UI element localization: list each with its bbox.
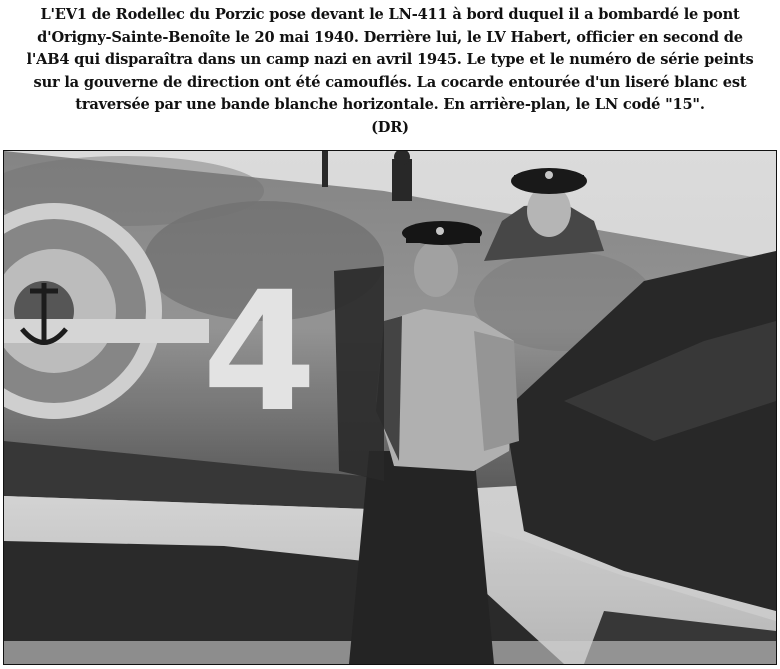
caption-line: L'EV1 de Rodellec du Porzic pose devant le LN-411 à bord duquel il a bombardé le pont — [40, 6, 740, 23]
caption-line: d'Origny-Sainte-Benoîte le 20 mai 1940. Derrière lui, le LV Habert, officier en second de — [37, 28, 743, 46]
caption-line: sur la gouverne de direction ont été camouflés. La cocarde entourée d'un liseré blanc est — [33, 73, 747, 91]
fuselage-number: 4 — [202, 256, 317, 448]
caption-line: l'AB4 qui disparaîtra dans un camp nazi en avril 1945. Le type et le numéro de série peints — [26, 51, 754, 68]
caption-line: traversée par une bande blanche horizontale. En arrière-plan, le LN codé "15". — [75, 96, 705, 113]
photo-caption — [0, 4, 780, 139]
photo-credit: (DR) — [371, 118, 409, 136]
historical-photograph — [3, 150, 777, 665]
